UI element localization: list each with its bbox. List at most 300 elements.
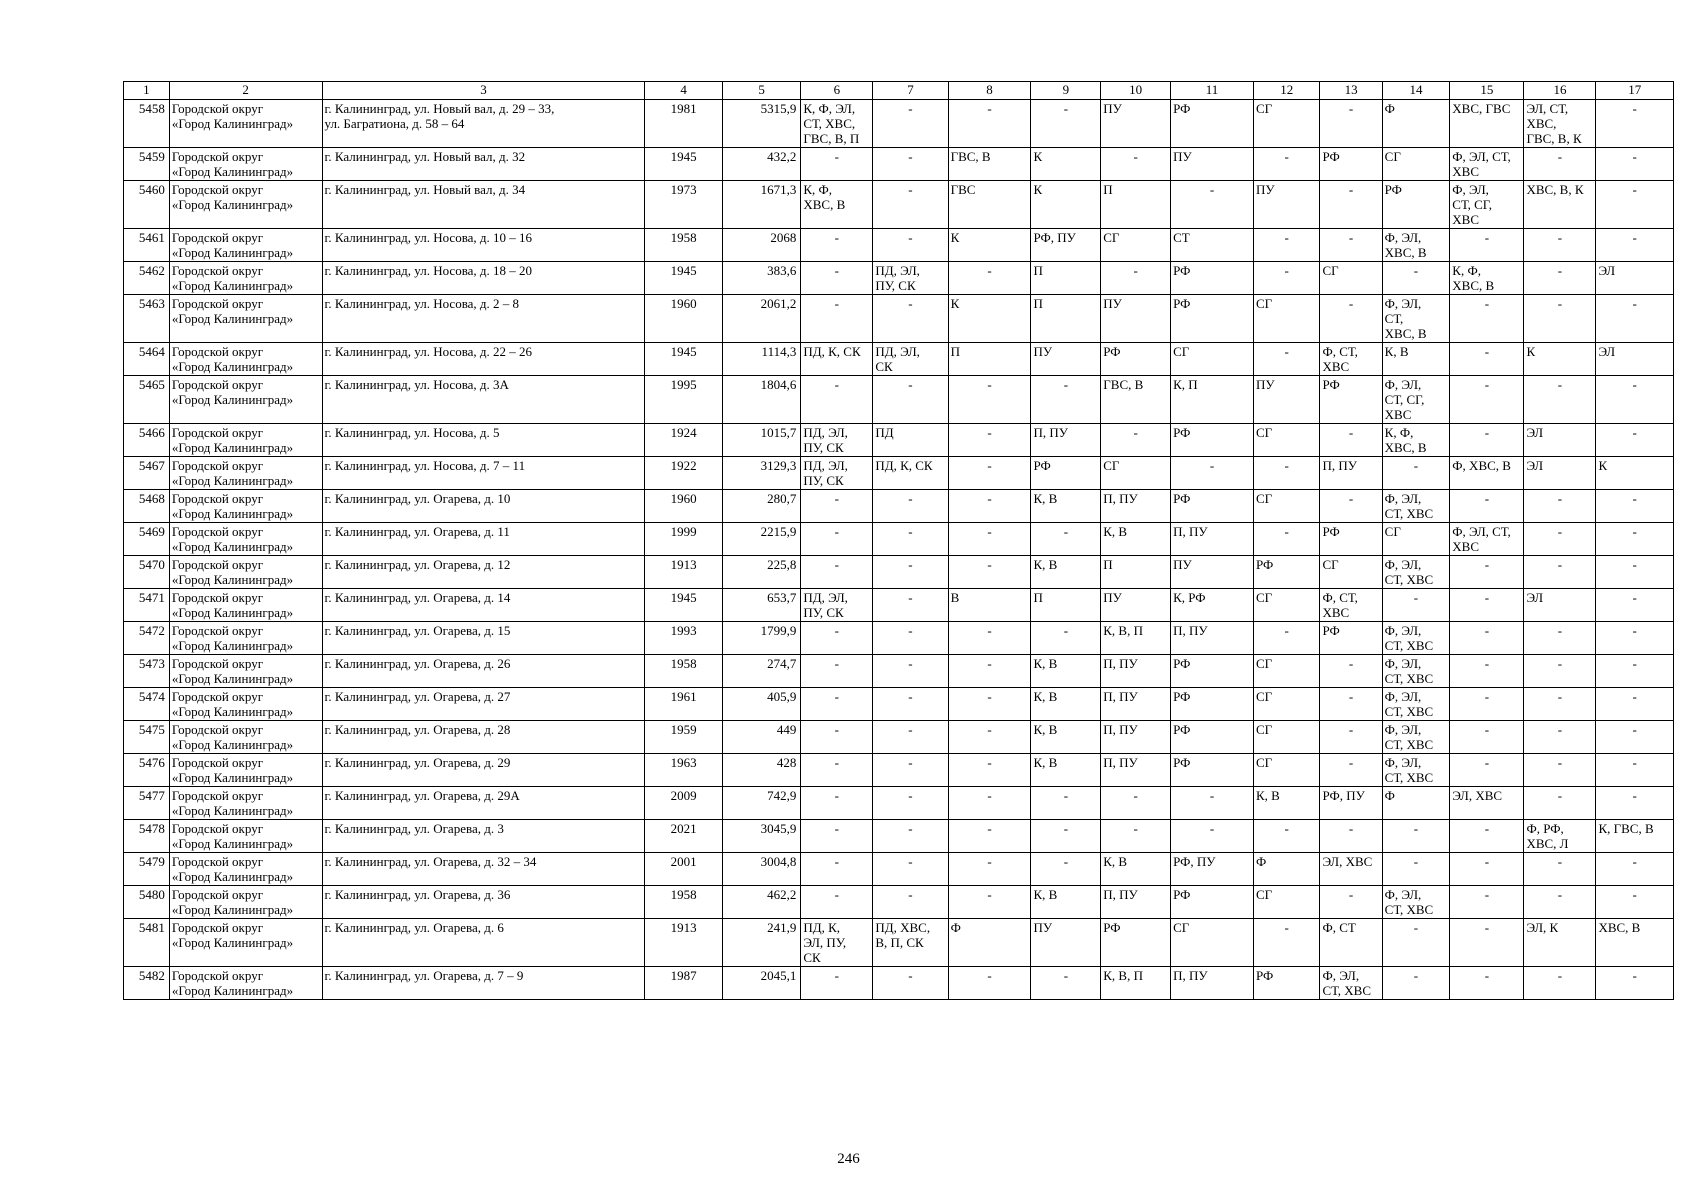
table-cell: - xyxy=(1031,787,1101,820)
table-row xyxy=(124,886,1674,919)
table-cell: 5461 xyxy=(124,229,170,262)
table-cell: П, ПУ xyxy=(1101,688,1171,721)
register-table xyxy=(123,81,1674,1000)
table-cell: РФ xyxy=(1171,100,1254,148)
table-cell: - xyxy=(873,820,948,853)
table-cell: г. Калининград, ул. Огарева, д. 7 – 9 xyxy=(322,967,645,1000)
table-cell: г. Калининград, ул. Огарева, д. 15 xyxy=(322,622,645,655)
table-row xyxy=(124,967,1674,1000)
table-cell: - xyxy=(948,376,1031,424)
table-cell: ЭЛ, ХВС xyxy=(1450,787,1524,820)
table-cell: ПД, К, ЭЛ, ПУ, СК xyxy=(801,919,873,967)
table-cell: РФ xyxy=(1171,886,1254,919)
table-cell: Ф, ЭЛ, СТ, ХВС xyxy=(1382,655,1450,688)
table-cell: - xyxy=(1031,100,1101,148)
table-cell: - xyxy=(801,787,873,820)
table-cell: 1981 xyxy=(645,100,722,148)
column-header: 2 xyxy=(169,82,322,100)
table-cell: - xyxy=(1524,721,1596,754)
table-cell: - xyxy=(801,886,873,919)
table-cell: 1945 xyxy=(645,148,722,181)
table-cell: П, ПУ xyxy=(1101,721,1171,754)
table-cell: Городской округ «Город Калининград» xyxy=(169,343,322,376)
table-cell: Ф, ХВС, В xyxy=(1450,457,1524,490)
table-cell: - xyxy=(1031,376,1101,424)
table-cell: - xyxy=(1596,523,1674,556)
table-cell: РФ, ПУ xyxy=(1171,853,1254,886)
table-cell: - xyxy=(1524,490,1596,523)
table-row xyxy=(124,919,1674,967)
table-cell: г. Калининград, ул. Огарева, д. 29А xyxy=(322,787,645,820)
table-cell: Ф xyxy=(948,919,1031,967)
table-cell: ПУ xyxy=(1171,556,1254,589)
table-cell: СГ xyxy=(1320,262,1382,295)
table-cell: - xyxy=(1320,886,1382,919)
table-cell: К xyxy=(1031,181,1101,229)
table-cell: - xyxy=(873,556,948,589)
table-cell: г. Калининград, ул. Огарева, д. 29 xyxy=(322,754,645,787)
table-cell: - xyxy=(1524,229,1596,262)
table-cell: ЭЛ, ХВС xyxy=(1320,853,1382,886)
table-cell: В xyxy=(948,589,1031,622)
table-cell: Ф, ЭЛ, СТ, ХВС xyxy=(1382,886,1450,919)
table-cell: - xyxy=(948,853,1031,886)
table-cell: г. Калининград, ул. Огарева, д. 10 xyxy=(322,490,645,523)
table-cell: - xyxy=(948,787,1031,820)
table-cell: - xyxy=(1031,820,1101,853)
table-cell: - xyxy=(1596,589,1674,622)
table-cell: 5478 xyxy=(124,820,170,853)
table-cell: Ф, ЭЛ, СТ, ХВС xyxy=(1450,523,1524,556)
table-cell: ПУ xyxy=(1031,343,1101,376)
table-cell: П xyxy=(1101,556,1171,589)
table-cell: ХВС, В xyxy=(1596,919,1674,967)
table-cell: - xyxy=(948,820,1031,853)
table-cell: - xyxy=(1253,820,1320,853)
table-cell: П xyxy=(948,343,1031,376)
table-cell: 1973 xyxy=(645,181,722,229)
table-cell: - xyxy=(948,262,1031,295)
table-cell: г. Калининград, ул. Огарева, д. 11 xyxy=(322,523,645,556)
table-cell: Городской округ «Город Калининград» xyxy=(169,376,322,424)
table-cell: ПУ xyxy=(1031,919,1101,967)
table-cell: 1958 xyxy=(645,655,722,688)
table-cell: ПД xyxy=(873,424,948,457)
table-cell: ЭЛ xyxy=(1524,457,1596,490)
table-cell: - xyxy=(1524,376,1596,424)
table-cell: СГ xyxy=(1171,343,1254,376)
table-cell: - xyxy=(801,967,873,1000)
table-cell: 1958 xyxy=(645,886,722,919)
table-cell: СГ xyxy=(1320,556,1382,589)
table-cell: СГ xyxy=(1382,523,1450,556)
table-cell: - xyxy=(1524,262,1596,295)
table-cell: ГВС, В xyxy=(1101,376,1171,424)
table-cell: Городской округ «Город Калининград» xyxy=(169,967,322,1000)
column-header: 17 xyxy=(1596,82,1674,100)
table-cell: - xyxy=(1171,820,1254,853)
table-cell: 5475 xyxy=(124,721,170,754)
column-header: 15 xyxy=(1450,82,1524,100)
table-cell: Городской округ «Город Калининград» xyxy=(169,181,322,229)
table-cell: Городской округ «Город Калининград» xyxy=(169,787,322,820)
table-cell: - xyxy=(801,295,873,343)
table-cell: - xyxy=(873,523,948,556)
table-cell: РФ, ПУ xyxy=(1031,229,1101,262)
table-cell: г. Калининград, ул. Носова, д. 5 xyxy=(322,424,645,457)
table-cell: Городской округ «Город Калининград» xyxy=(169,886,322,919)
table-cell: - xyxy=(1031,523,1101,556)
table-cell: - xyxy=(1524,967,1596,1000)
table-cell: - xyxy=(1382,853,1450,886)
table-cell: СГ xyxy=(1171,919,1254,967)
table-cell: ЭЛ xyxy=(1524,424,1596,457)
table-cell: Городской округ «Город Калининград» xyxy=(169,919,322,967)
table-row xyxy=(124,295,1674,343)
table-cell: - xyxy=(1450,853,1524,886)
table-cell: К, Ф, ХВС, В xyxy=(1450,262,1524,295)
table-cell: Городской округ «Город Калининград» xyxy=(169,424,322,457)
table-cell: - xyxy=(1450,622,1524,655)
table-row xyxy=(124,721,1674,754)
table-cell: Ф, ЭЛ, СТ, СГ, ХВС xyxy=(1450,181,1524,229)
table-cell: ПД, ЭЛ, ПУ, СК xyxy=(873,262,948,295)
table-cell: 462,2 xyxy=(722,886,801,919)
table-cell: - xyxy=(1450,490,1524,523)
table-cell: 2061,2 xyxy=(722,295,801,343)
table-cell: СГ xyxy=(1253,424,1320,457)
table-cell: РФ xyxy=(1253,967,1320,1000)
table-cell: - xyxy=(1450,886,1524,919)
table-cell: Ф, ЭЛ, СТ, ХВС xyxy=(1382,490,1450,523)
table-cell: 1945 xyxy=(645,343,722,376)
table-cell: Ф, ЭЛ, СТ, ХВС xyxy=(1382,688,1450,721)
table-cell: Городской округ «Город Калининград» xyxy=(169,655,322,688)
table-cell: - xyxy=(1101,820,1171,853)
table-cell: Городской округ «Город Калининград» xyxy=(169,148,322,181)
table-cell: 1963 xyxy=(645,754,722,787)
table-cell: 1913 xyxy=(645,919,722,967)
table-cell: Городской округ «Город Калининград» xyxy=(169,262,322,295)
table-cell: Городской округ «Город Калининград» xyxy=(169,229,322,262)
table-cell: 1960 xyxy=(645,295,722,343)
table-cell: РФ xyxy=(1171,754,1254,787)
table-cell: - xyxy=(801,622,873,655)
table-cell: - xyxy=(1320,424,1382,457)
table-cell: П, ПУ xyxy=(1171,523,1254,556)
table-cell: - xyxy=(873,655,948,688)
table-cell: СГ xyxy=(1253,886,1320,919)
table-cell: - xyxy=(1382,919,1450,967)
table-cell: - xyxy=(1253,457,1320,490)
table-cell: П, ПУ xyxy=(1101,754,1171,787)
table-cell: К xyxy=(1524,343,1596,376)
table-cell: - xyxy=(1320,688,1382,721)
table-cell: Ф xyxy=(1253,853,1320,886)
table-cell: 5473 xyxy=(124,655,170,688)
table-cell: 5477 xyxy=(124,787,170,820)
table-cell: - xyxy=(948,490,1031,523)
table-cell: г. Калининград, ул. Огарева, д. 6 xyxy=(322,919,645,967)
table-cell: 5465 xyxy=(124,376,170,424)
table-cell: - xyxy=(948,457,1031,490)
table-cell: - xyxy=(1253,148,1320,181)
table-cell: - xyxy=(873,589,948,622)
table-cell: 405,9 xyxy=(722,688,801,721)
table-cell: - xyxy=(1524,295,1596,343)
table-cell: 432,2 xyxy=(722,148,801,181)
table-cell: 2009 xyxy=(645,787,722,820)
table-cell: 449 xyxy=(722,721,801,754)
table-cell: г. Калининград, ул. Огарева, д. 27 xyxy=(322,688,645,721)
table-cell: - xyxy=(1382,967,1450,1000)
table-cell: - xyxy=(1596,490,1674,523)
table-cell: - xyxy=(1596,556,1674,589)
table-cell: Ф, ЭЛ, СТ, ХВС xyxy=(1450,148,1524,181)
table-cell: - xyxy=(1320,100,1382,148)
table-cell: СГ xyxy=(1101,229,1171,262)
table-cell: - xyxy=(1596,787,1674,820)
table-cell: - xyxy=(1524,886,1596,919)
table-cell: СГ xyxy=(1101,457,1171,490)
table-cell: 1015,7 xyxy=(722,424,801,457)
table-cell: - xyxy=(1596,967,1674,1000)
table-cell: 1993 xyxy=(645,622,722,655)
table-cell: 2068 xyxy=(722,229,801,262)
table-cell: - xyxy=(873,787,948,820)
table-cell: г. Калининград, ул. Огарева, д. 12 xyxy=(322,556,645,589)
table-cell: Ф xyxy=(1382,787,1450,820)
table-row xyxy=(124,589,1674,622)
table-cell: К, В, П xyxy=(1101,622,1171,655)
table-cell: 3129,3 xyxy=(722,457,801,490)
table-cell: К, Ф, ХВС, В xyxy=(1382,424,1450,457)
table-cell: ПД, ЭЛ, ПУ, СК xyxy=(801,589,873,622)
table-row xyxy=(124,262,1674,295)
table-cell: - xyxy=(1031,853,1101,886)
table-cell: ЭЛ xyxy=(1524,589,1596,622)
table-cell: 2021 xyxy=(645,820,722,853)
table-row xyxy=(124,622,1674,655)
column-header: 8 xyxy=(948,82,1031,100)
table-cell: - xyxy=(948,967,1031,1000)
table-cell: Городской округ «Город Калининград» xyxy=(169,721,322,754)
column-header: 1 xyxy=(124,82,170,100)
table-cell: - xyxy=(873,754,948,787)
table-cell: г. Калининград, ул. Огарева, д. 14 xyxy=(322,589,645,622)
table-cell: 5480 xyxy=(124,886,170,919)
table-cell: - xyxy=(1382,457,1450,490)
table-cell: ГВС, В xyxy=(948,148,1031,181)
table-cell: - xyxy=(1450,343,1524,376)
table-cell: - xyxy=(1450,721,1524,754)
table-cell: П, ПУ xyxy=(1101,490,1171,523)
table-cell: - xyxy=(948,754,1031,787)
table-cell: 5464 xyxy=(124,343,170,376)
table-cell: - xyxy=(1596,721,1674,754)
table-cell: 428 xyxy=(722,754,801,787)
table-cell: - xyxy=(948,721,1031,754)
table-cell: 1945 xyxy=(645,589,722,622)
table-cell: Городской округ «Город Калининград» xyxy=(169,490,322,523)
table-cell: ПД, К, СК xyxy=(873,457,948,490)
table-cell: - xyxy=(1450,754,1524,787)
column-header: 12 xyxy=(1253,82,1320,100)
table-cell: 5470 xyxy=(124,556,170,589)
table-cell: г. Калининград, ул. Новый вал, д. 34 xyxy=(322,181,645,229)
table-cell: Городской округ «Город Калининград» xyxy=(169,589,322,622)
table-cell: РФ xyxy=(1171,295,1254,343)
table-cell: - xyxy=(948,655,1031,688)
table-cell: 1924 xyxy=(645,424,722,457)
table-cell: - xyxy=(1171,787,1254,820)
table-cell: СГ xyxy=(1253,589,1320,622)
table-cell: Ф, СТ, ХВС xyxy=(1320,343,1382,376)
table-cell: г. Калининград, ул. Огарева, д. 3 xyxy=(322,820,645,853)
table-cell: ХВС, ГВС xyxy=(1450,100,1524,148)
table-cell: Городской округ «Город Калининград» xyxy=(169,754,322,787)
table-cell: Городской округ «Город Калининград» xyxy=(169,622,322,655)
table-cell: Ф xyxy=(1382,100,1450,148)
table-cell: - xyxy=(1450,295,1524,343)
table-cell: Городской округ «Город Калининград» xyxy=(169,556,322,589)
table-cell: Ф, ЭЛ, ХВС, В xyxy=(1382,229,1450,262)
table-cell: К, В xyxy=(1031,721,1101,754)
table-cell: Городской округ «Город Калининград» xyxy=(169,523,322,556)
table-cell: 5463 xyxy=(124,295,170,343)
table-cell: - xyxy=(801,376,873,424)
table-cell: К, В xyxy=(1253,787,1320,820)
table-cell: К, П xyxy=(1171,376,1254,424)
table-cell: ПУ xyxy=(1253,376,1320,424)
table-cell: - xyxy=(801,655,873,688)
table-cell: - xyxy=(948,424,1031,457)
table-cell: РФ xyxy=(1320,523,1382,556)
column-header: 9 xyxy=(1031,82,1101,100)
table-cell: П, ПУ xyxy=(1320,457,1382,490)
table-cell: К, В xyxy=(1101,853,1171,886)
table-cell: Ф, СТ xyxy=(1320,919,1382,967)
table-row xyxy=(124,523,1674,556)
table-cell: 5472 xyxy=(124,622,170,655)
table-cell: 1987 xyxy=(645,967,722,1000)
table-row xyxy=(124,181,1674,229)
table-cell: Ф, ЭЛ, СТ, ХВС xyxy=(1320,967,1382,1000)
table-row xyxy=(124,490,1674,523)
table-cell: 241,9 xyxy=(722,919,801,967)
table-cell: - xyxy=(801,820,873,853)
table-cell: К xyxy=(1596,457,1674,490)
table-cell: - xyxy=(1450,967,1524,1000)
table-cell: П xyxy=(1031,295,1101,343)
column-header: 11 xyxy=(1171,82,1254,100)
column-header: 3 xyxy=(322,82,645,100)
header-row xyxy=(124,82,1674,100)
table-cell: - xyxy=(1596,376,1674,424)
table-cell: - xyxy=(1524,148,1596,181)
table-cell: - xyxy=(873,967,948,1000)
table-cell: К, В xyxy=(1031,655,1101,688)
table-cell: - xyxy=(801,523,873,556)
table-cell: К, В, П xyxy=(1101,967,1171,1000)
column-header: 4 xyxy=(645,82,722,100)
table-cell: 1799,9 xyxy=(722,622,801,655)
table-cell: 225,8 xyxy=(722,556,801,589)
table-cell: П, ПУ xyxy=(1101,655,1171,688)
table-cell: РФ xyxy=(1320,622,1382,655)
table-cell: ПУ xyxy=(1101,589,1171,622)
table-cell: - xyxy=(873,148,948,181)
table-cell: - xyxy=(1253,622,1320,655)
table-cell: 1958 xyxy=(645,229,722,262)
table-cell: - xyxy=(1596,100,1674,148)
table-cell: РФ xyxy=(1171,424,1254,457)
table-cell: - xyxy=(1450,820,1524,853)
table-cell: 742,9 xyxy=(722,787,801,820)
column-header: 13 xyxy=(1320,82,1382,100)
table-cell: Городской округ «Город Калининград» xyxy=(169,688,322,721)
table-cell: 1804,6 xyxy=(722,376,801,424)
table-cell: 280,7 xyxy=(722,490,801,523)
table-cell: ПД, ЭЛ, ПУ, СК xyxy=(801,424,873,457)
table-cell: 2215,9 xyxy=(722,523,801,556)
table-row xyxy=(124,556,1674,589)
table-cell: 5466 xyxy=(124,424,170,457)
table-cell: 5462 xyxy=(124,262,170,295)
table-cell: ХВС, В, К xyxy=(1524,181,1596,229)
table-cell: П, ПУ xyxy=(1171,622,1254,655)
table-cell: - xyxy=(1596,622,1674,655)
table-cell: - xyxy=(1596,295,1674,343)
table-cell: - xyxy=(1450,556,1524,589)
table-row xyxy=(124,148,1674,181)
table-cell: - xyxy=(1524,787,1596,820)
table-cell: 1114,3 xyxy=(722,343,801,376)
table-cell: Городской округ «Город Калининград» xyxy=(169,100,322,148)
table-cell: Ф, ЭЛ, СТ, ХВС xyxy=(1382,622,1450,655)
table-cell: - xyxy=(1596,754,1674,787)
table-cell: К, В xyxy=(1031,490,1101,523)
table-cell: г. Калининград, ул. Носова, д. 7 – 11 xyxy=(322,457,645,490)
table-cell: РФ xyxy=(1031,457,1101,490)
table-cell: П xyxy=(1031,262,1101,295)
table-cell: ПД, К, СК xyxy=(801,343,873,376)
table-cell: - xyxy=(1101,262,1171,295)
table-cell: К, Ф, ЭЛ, СТ, ХВС, ГВС, В, П xyxy=(801,100,873,148)
table-cell: К xyxy=(1031,148,1101,181)
table-cell: г. Калининград, ул. Огарева, д. 36 xyxy=(322,886,645,919)
column-header: 16 xyxy=(1524,82,1596,100)
table-cell: РФ xyxy=(1320,148,1382,181)
table-cell: К, РФ xyxy=(1171,589,1254,622)
table-cell: СГ xyxy=(1253,721,1320,754)
table-cell: 1945 xyxy=(645,262,722,295)
table-row xyxy=(124,343,1674,376)
table-row xyxy=(124,229,1674,262)
table-row xyxy=(124,688,1674,721)
table-cell: - xyxy=(873,490,948,523)
table-cell: - xyxy=(801,556,873,589)
table-cell: - xyxy=(873,622,948,655)
table-cell: 2001 xyxy=(645,853,722,886)
table-cell: - xyxy=(1320,754,1382,787)
table-cell: - xyxy=(1253,229,1320,262)
table-cell: К, ГВС, В xyxy=(1596,820,1674,853)
table-cell: г. Калининград, ул. Огарева, д. 28 xyxy=(322,721,645,754)
table-cell: - xyxy=(1253,343,1320,376)
table-cell: - xyxy=(1320,820,1382,853)
table-cell: г. Калининград, ул. Новый вал, д. 29 – 33, ул. Багратиона, д. 58 – 64 xyxy=(322,100,645,148)
